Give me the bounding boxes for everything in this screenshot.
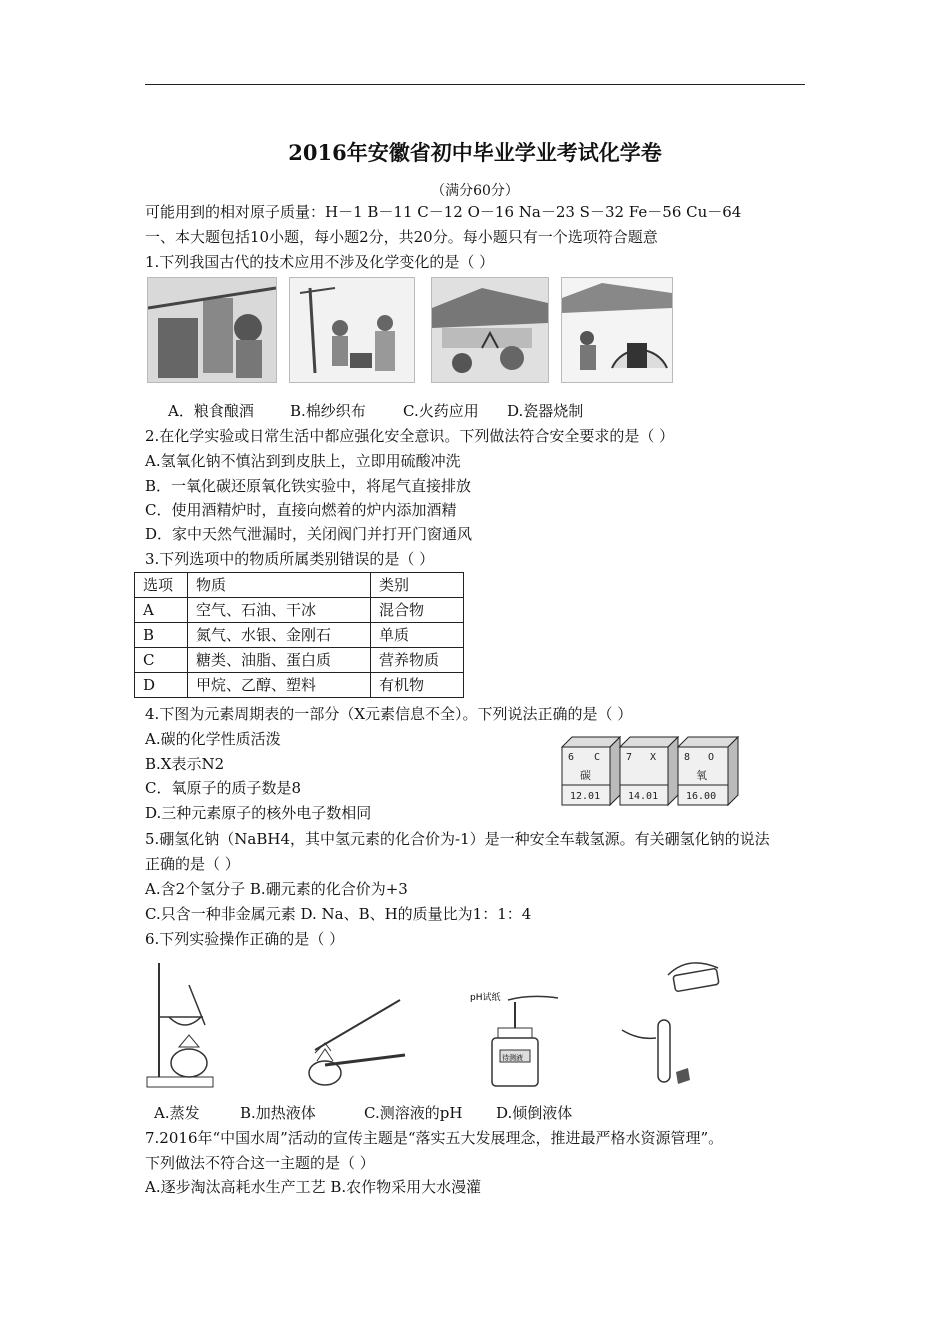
section-heading: 一、本大题包括10小题，每小题2分，共20分。每小题只有一个选项符合题意 — [145, 228, 658, 246]
ph-test-apparatus — [470, 990, 560, 1090]
table-cell: D — [135, 673, 188, 698]
q4-stem: 4.下图为元素周期表的一部分（X元素信息不全）。下列说法正确的是（ ） — [145, 705, 633, 723]
gunpowder-illustration — [431, 277, 549, 383]
table-cell: 糖类、油脂、蛋白质 — [188, 648, 371, 673]
table-cell: C — [135, 648, 188, 673]
element-number: 7 — [626, 752, 633, 763]
q6-option-c: C.测溶液的pH — [364, 1104, 463, 1122]
q6-stem: 6.下列实验操作正确的是（ ） — [145, 930, 345, 948]
q7-stem-line2: 下列做法不符合这一主题的是（ ） — [145, 1154, 375, 1172]
evaporation-apparatus — [145, 955, 217, 1090]
q6-option-d: D.倾倒液体 — [496, 1104, 573, 1122]
q5-stem-line1: 5.硼氢化钠（NaBH4，其中氢元素的化合价为-1）是一种安全车载氢源。有关硼氢化钠的说法 — [145, 830, 770, 848]
table-cell: B — [135, 623, 188, 648]
q2-option-c: C．使用酒精炉时，直接向燃着的炉内添加酒精 — [145, 501, 457, 519]
table-row — [135, 648, 464, 673]
element-name: 氧 — [696, 769, 707, 782]
element-number: 6 — [568, 752, 575, 763]
q4-option-d: D.三种元素原子的核外电子数相同 — [145, 804, 372, 822]
element-cell-carbon — [562, 737, 620, 805]
element-mass: 12.01 — [570, 791, 601, 802]
element-cell-oxygen — [678, 737, 738, 805]
table-cell: 甲烷、乙醇、塑料 — [188, 673, 371, 698]
element-mass: 16.00 — [686, 791, 717, 802]
weaving-illustration — [289, 277, 415, 383]
porcelain-kiln-illustration — [561, 277, 673, 383]
table-cell: A — [135, 598, 188, 623]
table-row — [135, 673, 464, 698]
q1-option-c: C.火药应用 — [403, 402, 479, 420]
q2-stem: 2.在化学实验或日常生活中都应强化安全意识。下列做法符合安全要求的是（ ） — [145, 427, 675, 445]
table-cell: 单质 — [371, 623, 464, 648]
q4-option-c: C．氧原子的质子数是8 — [145, 779, 302, 797]
q7-stem-line1: 7.2016年“中国水周”活动的宣传主题是“落实五大发展理念，推进最严格水资源管理”。 — [145, 1129, 724, 1147]
brewing-illustration — [147, 277, 277, 383]
element-mass: 14.01 — [628, 791, 659, 802]
q5-options-ab: A.含2个氢分子 B.硼元素的化合价为+3 — [145, 880, 408, 898]
q6-options — [154, 1103, 572, 1123]
pouring-liquid-apparatus — [618, 950, 728, 1090]
table-header-row — [135, 573, 464, 598]
element-name: 碳 — [580, 769, 591, 782]
q1-option-b: B.棉纱织布 — [290, 402, 366, 420]
full-score: （满分60分） — [431, 183, 519, 199]
atomic-masses: 可能用到的相对原子质量：H－1 B－11 C－12 O－16 Na－23 S－32 Fe－56 Cu－64 — [145, 203, 742, 221]
ph-paper-label: pH试纸 — [470, 993, 501, 1003]
q2-option-b: B．一氧化碳还原氧化铁实验中，将尾气直接排放 — [145, 477, 472, 495]
heating-liquid-apparatus — [295, 995, 410, 1090]
element-symbol: X — [650, 752, 657, 763]
element-number: 8 — [684, 752, 691, 763]
q7-options-ab: A.逐步淘汰高耗水生产工艺 B.农作物采用大水漫灌 — [145, 1178, 482, 1196]
element-symbol: C — [594, 752, 601, 763]
q2-option-d: D．家中天然气泄漏时，关闭阀门并打开门窗通风 — [145, 525, 473, 543]
table-header: 类别 — [371, 573, 464, 598]
table-cell: 有机物 — [371, 673, 464, 698]
table-cell: 营养物质 — [371, 648, 464, 673]
bottle-label: 待测液 — [502, 1054, 523, 1062]
q6-option-b: B.加热液体 — [240, 1104, 316, 1122]
table-header: 选项 — [135, 573, 188, 598]
q4-option-a: A.碳的化学性质活泼 — [145, 730, 281, 748]
table-cell: 混合物 — [371, 598, 464, 623]
table-cell: 空气、石油、干冰 — [188, 598, 371, 623]
q3-table — [134, 572, 464, 698]
table-row — [135, 623, 464, 648]
table-cell: 氮气、水银、金刚石 — [188, 623, 371, 648]
page-title: 2016年安徽省初中毕业学业考试化学卷 — [288, 140, 662, 165]
element-cell-x — [620, 737, 678, 805]
top-rule — [145, 84, 805, 85]
q1-option-d: D.瓷器烧制 — [507, 402, 584, 420]
q4-option-b: B.X表示N2 — [145, 755, 225, 773]
q5-stem-line2: 正确的是（ ） — [145, 855, 240, 873]
table-header: 物质 — [188, 573, 371, 598]
q6-option-a: A.蒸发 — [154, 1104, 200, 1122]
q3-stem: 3.下列选项中的物质所属类别错误的是（ ） — [145, 550, 435, 568]
table-row — [135, 598, 464, 623]
q2-option-a: A.氢氧化钠不慎沾到到皮肤上，立即用硫酸冲洗 — [145, 452, 461, 470]
periodic-table-fragment — [560, 735, 742, 807]
q1-options — [168, 401, 583, 421]
q5-options-cd: C.只含一种非金属元素 D. Na、B、H的质量比为1：1：4 — [145, 905, 532, 923]
element-symbol: O — [708, 752, 715, 763]
q1-stem: 1.下列我国古代的技术应用不涉及化学变化的是（ ） — [145, 253, 495, 271]
q1-option-a: A．粮食酿酒 — [168, 402, 254, 420]
